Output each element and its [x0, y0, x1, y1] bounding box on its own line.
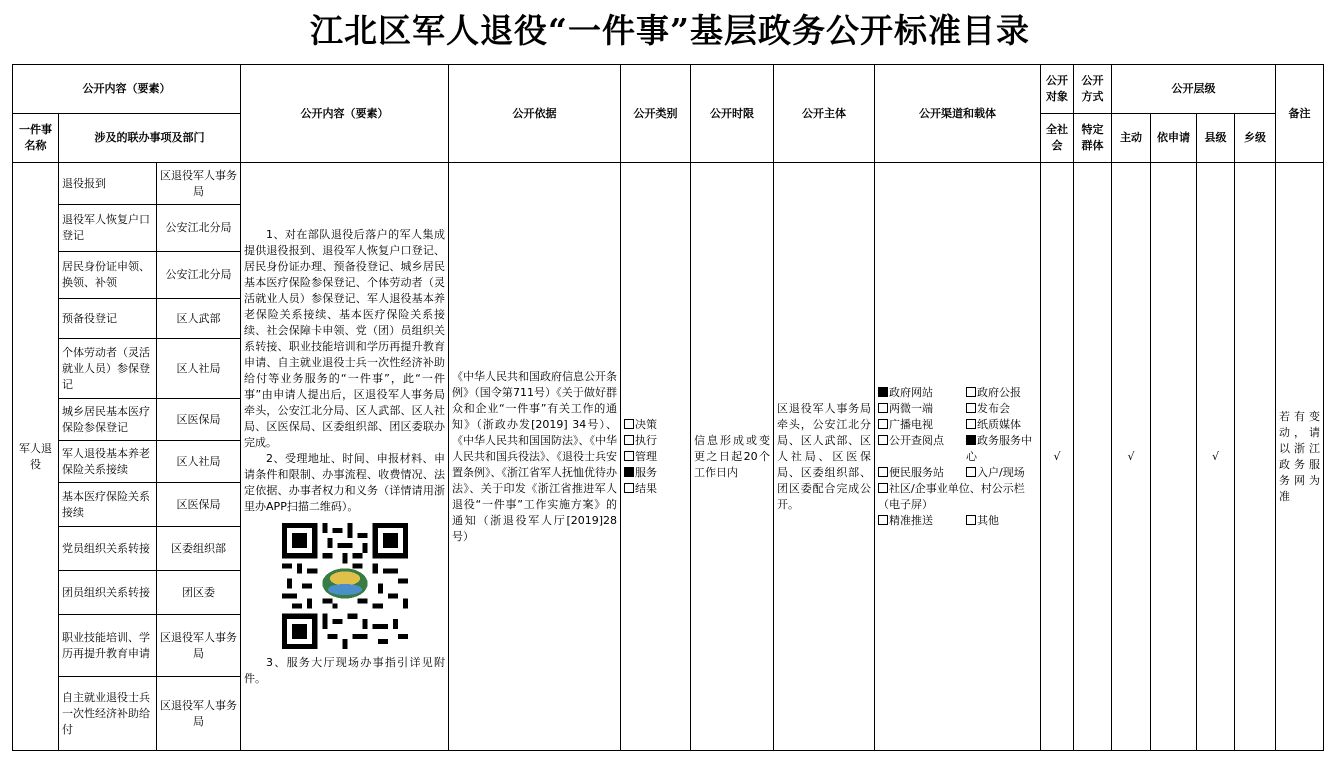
header-level-apply: 依申请: [1151, 114, 1197, 163]
header-time-limit: 公开时限: [691, 65, 774, 163]
linked-dept: 区退役军人事务局: [157, 163, 241, 205]
linked-item: 基本医疗保险关系接续: [59, 483, 157, 527]
linked-item: 城乡居民基本医疗保险参保登记: [59, 399, 157, 441]
channel-service-station: 便民服务站: [878, 465, 964, 481]
category-label: 决策: [635, 417, 658, 431]
checkbox-icon: [878, 419, 888, 429]
level-active-mark: √: [1112, 163, 1151, 751]
channels-cell: [875, 163, 1041, 751]
header-subject: 公开主体: [774, 65, 875, 163]
content-paragraph-2: 2、受理地址、时间、申报材料、申请条件和限制、办事流程、收费情况、法定依据、办事者权力和义务（详情请用浙里办APP扫描二维码）。: [244, 451, 446, 513]
channel-door-to-door: 入户/现场: [966, 465, 1037, 481]
category-option-execution: [624, 433, 687, 449]
category-option-service: [624, 465, 687, 481]
linked-item: 职业技能培训、学历再提升教育申请: [59, 615, 157, 677]
checkbox-icon: [966, 403, 976, 413]
level-county-mark: √: [1197, 163, 1235, 751]
linked-item: 个体劳动者（灵活就业人员）参保登记: [59, 339, 157, 399]
checkbox-icon: [966, 515, 976, 525]
checkbox-checked-icon: [624, 467, 634, 477]
channel-service-center: 政务服务中心: [966, 433, 1033, 463]
header-channels: 公开渠道和载体: [875, 65, 1041, 163]
channel-other: 其他: [966, 513, 1037, 529]
header-content: 公开内容（要素）: [241, 65, 449, 163]
remark-cell: 若有变动，请以浙江政务服务网为准: [1276, 163, 1324, 751]
checkbox-icon: [878, 515, 888, 525]
header-level-active: 主动: [1112, 114, 1151, 163]
channel-press-conference: 发布会: [966, 401, 1037, 417]
header-method: 公开方式: [1074, 65, 1112, 114]
linked-dept: 区退役军人事务局: [157, 677, 241, 751]
qr-code-icon[interactable]: [282, 523, 408, 649]
content-paragraph-1: 1、对在部队退役后落户的军人集成提供退役报到、退役军人恢复户口登记、居民身份证办理、预备役登记、城乡居民基本医疗保险参保登记、个体劳动者（灵活就业人员）参保登记、军人退役基本养老保险关系接续、基本医疗保险关系接续、社会保障卡申领、党（团）员组织关系转接、职业技能培训和学历再提升教育申请、自主就业退役士兵一次性经济补助给付等业务服务的“一件事”，此“一件事”由申请人提出后，区退役军人事务局牵头，公安江北分局、区人武部、区人社局、区医保局、区委组织部、团区委联办完成。: [244, 227, 446, 449]
header-level-county: 县级: [1197, 114, 1235, 163]
linked-dept: 区委组织部: [157, 527, 241, 571]
header-remark: 备注: [1276, 65, 1324, 163]
channel-precise-push: 精准推送: [878, 513, 964, 529]
header-target-all: 全社会: [1041, 114, 1074, 163]
channel-gov-website: 政府网站: [878, 385, 964, 401]
linked-item: 退役军人恢复户口登记: [59, 205, 157, 252]
header-target: 公开对象: [1041, 65, 1074, 114]
linked-item: 军人退役基本养老保险关系接续: [59, 441, 157, 483]
time-limit-cell: 信息形成或变更之日起20个工作日内: [691, 163, 774, 751]
linked-dept: 公安江北分局: [157, 205, 241, 252]
checkbox-icon: [966, 419, 976, 429]
checkbox-icon: [624, 451, 634, 461]
channel-public-access-point: 公开查阅点: [878, 433, 964, 465]
checkbox-icon: [624, 419, 634, 429]
channel-print-media: 纸质媒体: [966, 417, 1037, 433]
checkbox-icon: [878, 435, 888, 445]
checkbox-icon: [966, 467, 976, 477]
category-label: 管理: [635, 449, 658, 463]
level-town-mark: [1235, 163, 1276, 751]
target-all-mark: √: [1041, 163, 1074, 751]
linked-item: 居民身份证申领、换领、补领: [59, 252, 157, 299]
header-level: 公开层级: [1112, 65, 1276, 114]
category-option-management: [624, 449, 687, 465]
linked-item: 退役报到: [59, 163, 157, 205]
linked-dept: 区人社局: [157, 339, 241, 399]
channel-gov-gazette: 政府公报: [966, 385, 1037, 401]
category-option-decision: [624, 417, 687, 433]
header-category: 公开类别: [621, 65, 691, 163]
checkbox-icon: [966, 387, 976, 397]
page-title: 江北区军人退役“一件事”基层政务公开标准目录: [310, 11, 1030, 50]
linked-dept: 区医保局: [157, 483, 241, 527]
checkbox-icon: [624, 435, 634, 445]
category-cell: [621, 163, 691, 751]
linked-dept: 公安江北分局: [157, 252, 241, 299]
checkbox-icon: [878, 403, 888, 413]
category-label: 服务: [635, 465, 658, 479]
linked-item: 团员组织关系转接: [59, 571, 157, 615]
basis-text: 《中华人民共和国政府信息公开条例》（国令第711号）《关于做好群众和企业“一件事”有关工作的通知》（浙政办发[2019] 34号）、《中华人民共和国国防法》、《中华人民共和国兵役法》、《退役士兵安置条例》、《浙江省军人抚恤优待办法》、关于印发《浙江省推进军人退役“一件事”工作实施方案》的通知（浙退役军人厅[2019]28号）: [452, 369, 618, 543]
table-row: [13, 163, 1324, 205]
header-linked-items: 涉及的联办事项及部门: [59, 114, 241, 163]
header-content-elements: 公开内容（要素）: [13, 65, 241, 114]
linked-dept: 区医保局: [157, 399, 241, 441]
header-level-town: 乡级: [1235, 114, 1276, 163]
linked-dept: 区人武部: [157, 299, 241, 339]
linked-dept: 区退役军人事务局: [157, 615, 241, 677]
checkbox-checked-icon: [966, 435, 976, 445]
category-label: 执行: [635, 433, 658, 447]
channel-community-board: 社区/企事业单位、村公示栏（电子屏）: [878, 481, 1025, 511]
content-cell: [241, 163, 449, 751]
checkbox-icon: [624, 483, 634, 493]
linked-item: 党员组织关系转接: [59, 527, 157, 571]
header-method-specific: 特定群体: [1074, 114, 1112, 163]
category-label: 结果: [635, 481, 658, 495]
catalog-table: [12, 64, 1324, 751]
category-option-result: [624, 481, 687, 497]
content-paragraph-3: 3、服务大厅现场办事指引详见附件。: [244, 655, 446, 685]
header-item-name: 一件事名称: [13, 114, 59, 163]
linked-item: 预备役登记: [59, 299, 157, 339]
level-apply-mark: [1151, 163, 1197, 751]
basis-cell: [449, 163, 621, 751]
checkbox-checked-icon: [878, 387, 888, 397]
channel-weibo-wechat-app: 两微一端: [878, 401, 964, 417]
subject-cell: 区退役军人事务局牵头，公安江北分局、区人武部、区人社局、区医保局、区委组织部、团区委配合完成公开。: [774, 163, 875, 751]
method-specific-mark: [1074, 163, 1112, 751]
checkbox-icon: [878, 467, 888, 477]
channel-radio-tv: 广播电视: [878, 417, 964, 433]
linked-dept: 团区委: [157, 571, 241, 615]
checkbox-icon: [878, 483, 888, 493]
linked-item: 自主就业退役士兵一次性经济补助给付: [59, 677, 157, 751]
item-name-cell: 军人退役: [13, 163, 59, 751]
linked-dept: 区人社局: [157, 441, 241, 483]
header-basis: 公开依据: [449, 65, 621, 163]
